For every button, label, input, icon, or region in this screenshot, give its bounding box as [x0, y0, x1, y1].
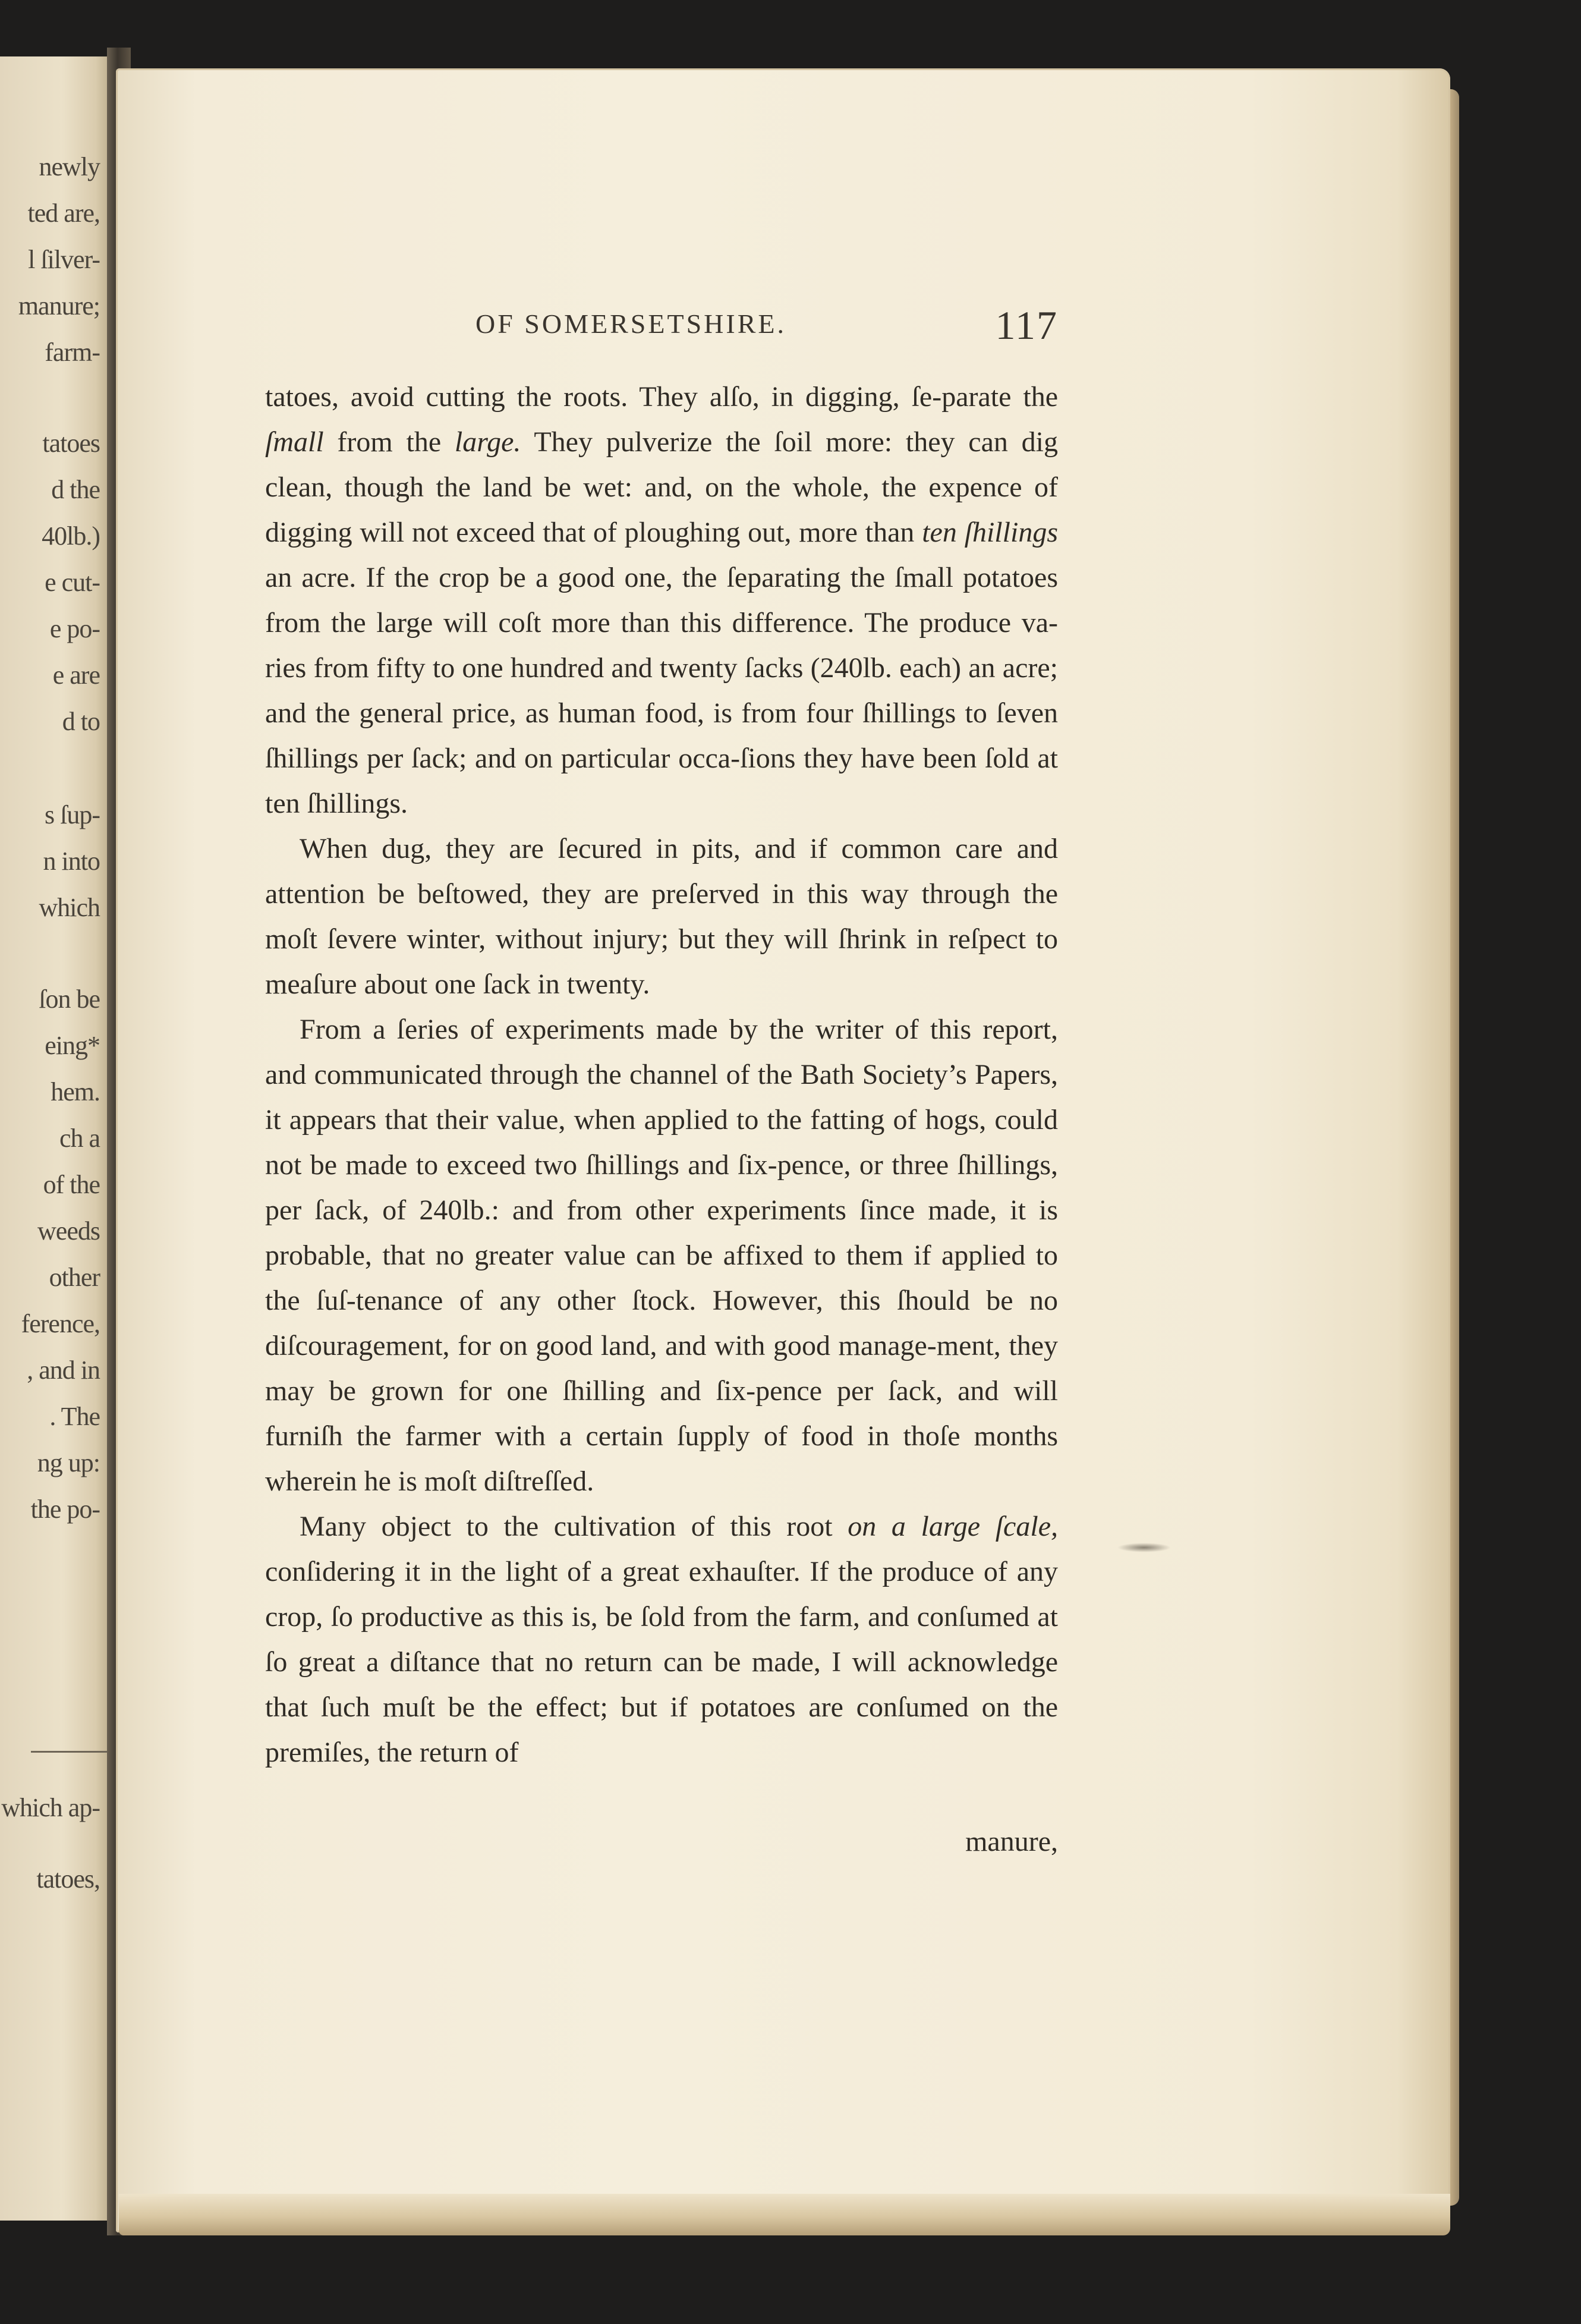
facing-page-line: d the — [51, 475, 100, 504]
page-number: 117 — [995, 303, 1058, 348]
facing-page-line: ference, — [21, 1309, 100, 1338]
text-run: When dug, they are ſecured in pits, and if common care and attention be beſtowed, they are preſerved in this way through the moſt ſevere winter, without injury; but they will ſhrink in reſpect to meaſure about one ſack in twenty. — [265, 833, 1058, 1000]
text-run: They pulverize the ſoil more: they can dig clean, though the land be wet: and, on the whole, the expence of digging will not exceed that of ploughing out, more than — [265, 426, 1058, 548]
facing-page-line: newly — [39, 152, 100, 181]
body-text — [265, 375, 1058, 1775]
text-run: from the — [323, 426, 455, 458]
italic-run: ſmall — [265, 426, 324, 458]
paragraph — [265, 1007, 1058, 1504]
facing-page-line: d to — [62, 707, 100, 736]
running-title: OF SOMERSETSHIRE. — [475, 309, 786, 339]
facing-page-line: ng up: — [37, 1448, 100, 1477]
italic-run: on a large ſcale, — [848, 1511, 1059, 1542]
facing-page-line: manure; — [18, 291, 100, 320]
facing-page-line: weeds — [37, 1216, 100, 1246]
facing-page-line: hem. — [51, 1077, 100, 1106]
facing-page-line: ſon be — [39, 985, 100, 1014]
paragraph — [265, 826, 1058, 1007]
facing-page — [0, 56, 113, 2221]
page-bottom-edge — [119, 2194, 1450, 2235]
facing-page-line: 40lb.) — [42, 521, 100, 551]
facing-page-line: e cut- — [45, 568, 100, 597]
facing-page-line: e po- — [49, 614, 100, 643]
text-run: an acre. If the crop be a good one, the ſeparating the ſmall potatoes from the large will coſt more than this difference. The produce va-ries from fifty to one hundred and twenty ſacks (240lb. each) an acre; and the general price, as human food, is from four ſhillings to ſeven ſhillings per ſack; and on particular occa-ſions they have been ſold at ten ſhillings. — [265, 562, 1058, 819]
facing-page-line: which ap- — [1, 1793, 100, 1822]
facing-page-line: tatoes, — [36, 1864, 100, 1894]
text-run: conſidering it in the light of a great exhauſter. If the produce of any crop, ſo productive as this is, be ſold from the farm, and conſumed at ſo great a diſtance that no return can be made, I will acknowledge that ſuch muſt be the effect; but if potatoes are conſumed on the premiſes, the return of — [265, 1556, 1058, 1768]
paragraph — [265, 375, 1058, 826]
text-run: From a ſeries of experiments made by the writer of this report, and communicated through the channel of the Bath Society’s Papers, it appears that their value, when applied to the fatting of hogs, could not be made to exceed two ſhillings and ſix-pence, or three ſhillings, per ſack, of 240lb.: and from other experiments ſince made, it is probable, that no greater value can be affixed to them if applied to the ſuſ-tenance of any other ſtock. However, this ſhould be no diſcouragement, for on good land, and with good manage-ment, they may be grown for one ſhilling and ſix-pence per ſack, and will furniſh the farmer with a certain ſupply of food in thoſe months wherein he is moſt diſtreſſed. — [265, 1014, 1058, 1497]
facing-page-line: . The — [49, 1402, 100, 1431]
facing-page-line: ch a — [59, 1124, 100, 1153]
ink-smudge — [1117, 1543, 1171, 1552]
facing-page-line: the po- — [30, 1495, 100, 1524]
facing-page-line: ted are, — [27, 199, 100, 228]
paragraph — [265, 1504, 1058, 1775]
facing-page-line: l ſilver- — [28, 245, 100, 274]
facing-page-line: n into — [43, 847, 100, 876]
facing-page-line: which — [39, 893, 100, 922]
text-run: Many object to the cultivation of this root — [300, 1511, 848, 1542]
facing-page-line: , and in — [27, 1356, 100, 1385]
italic-run: large. — [454, 426, 521, 458]
facing-page-line: farm- — [45, 338, 100, 367]
catchword: manure, — [965, 1826, 1058, 1857]
facing-page-line: other — [49, 1263, 100, 1292]
text-run: tatoes, avoid cutting the roots. They alſo, in digging, ſe-parate the — [265, 381, 1058, 413]
facing-page-line: s ſup- — [45, 800, 100, 829]
facing-page-line: e are — [52, 661, 100, 690]
facing-page-line: eing* — [45, 1031, 100, 1060]
facing-page-line: tatoes — [42, 429, 100, 458]
facing-page-rule — [31, 1751, 108, 1753]
running-header — [262, 302, 1058, 350]
facing-page-line: of the — [43, 1170, 100, 1199]
italic-run: ten ſhillings — [922, 517, 1058, 548]
